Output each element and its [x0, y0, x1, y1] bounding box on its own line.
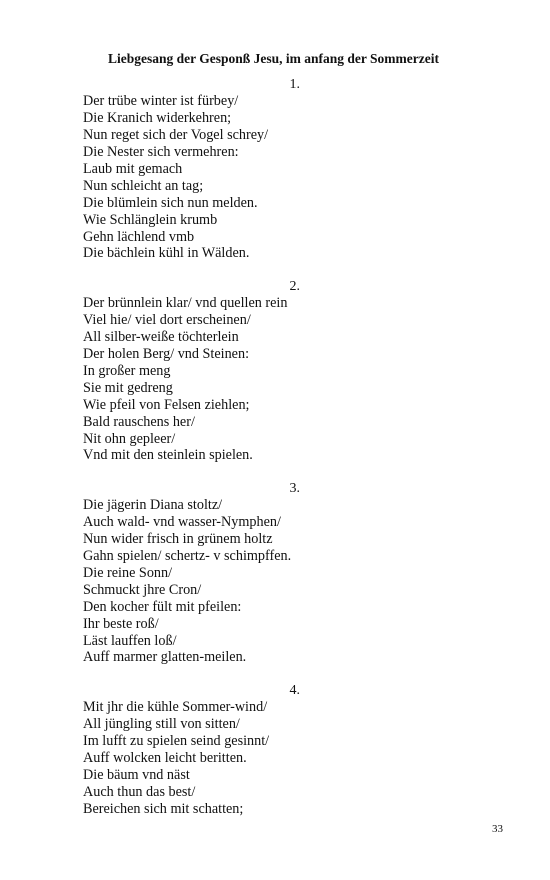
verse-line: Die jägerin Diana stoltz/ [83, 497, 223, 513]
verse-line: Nun schleicht an tag; [83, 177, 204, 194]
verse-line: Gahn spielen/ schertz- v schimpffen. [83, 547, 292, 564]
verse-line: Vnd mit den steinlein spielen. [83, 447, 253, 464]
verse-line: Der trübe winter ist fürbey/ [83, 93, 239, 109]
verse-line: Der brünnlein klar/ vnd quellen rein [83, 295, 288, 311]
verse-line: In großer meng [83, 362, 171, 379]
verse-line: Ihr beste roß/ [83, 615, 159, 632]
verse-line: Sie mit gedreng [83, 379, 173, 396]
poem-title: Liebgesang der Gesponß Jesu, im anfang der Sommerzeit [108, 51, 440, 66]
verse-line: Schmuckt jhre Cron/ [83, 581, 202, 598]
stanza-number: 4. [289, 683, 300, 698]
stanza-2 [83, 278, 483, 464]
verse-line: Läst lauffen loß/ [83, 632, 177, 649]
stanza-3 [83, 480, 483, 666]
verse-line: Auch wald- vnd wasser-Nymphen/ [83, 513, 281, 530]
verse-line: Die blümlein sich nun melden. [83, 194, 258, 211]
verse-line: Die Nester sich vermehren: [83, 143, 239, 160]
verse-line: Bald rauschens her/ [83, 413, 195, 430]
stanza-number: 2. [289, 279, 300, 294]
verse-line: Nun reget sich der Vogel schrey/ [83, 126, 269, 143]
verse-line: Wie Schlänglein krumb [83, 211, 218, 228]
verse-line: Die Kranich widerkehren; [83, 109, 232, 126]
verse-line: Gehn lächlend vmb [83, 228, 195, 245]
verse-line: Wie pfeil von Felsen ziehlen; [83, 396, 250, 413]
verse-line: Auff marmer glatten-meilen. [83, 649, 247, 666]
verse-line: Mit jhr die kühle Sommer-wind/ [83, 699, 268, 715]
verse-line: Die reine Sonn/ [83, 564, 173, 581]
verse-line: Nit ohn gepleer/ [83, 430, 176, 447]
stanza-number: 3. [289, 481, 300, 496]
verse-line: Die bächlein kühl in Wälden. [83, 245, 250, 262]
verse-line: Die bäum vnd näst [83, 766, 190, 783]
stanza-4 [83, 682, 483, 818]
verse-line: All silber-weiße töchterlein [83, 328, 239, 345]
verse-line: Auch thun das best/ [83, 783, 196, 800]
verse-line: All jüngling still von sitten/ [83, 715, 240, 732]
verse-line: Der holen Berg/ vnd Steinen: [83, 345, 250, 362]
verse-line: Viel hie/ viel dort erscheinen/ [83, 311, 251, 328]
verse-line: Im lufft zu spielen seind gesinnt/ [83, 732, 270, 749]
stanza-number: 1. [289, 77, 300, 92]
verse-line: Nun wider frisch in grünem holtz [83, 530, 273, 547]
verse-line: Den kocher fült mit pfeilen: [83, 598, 242, 615]
stanza-1 [83, 76, 483, 262]
verse-line: Auff wolcken leicht beritten. [83, 749, 247, 766]
page-number: 33 [492, 823, 503, 835]
verse-line: Bereichen sich mit schatten; [83, 800, 244, 817]
verse-line: Laub mit gemach [83, 160, 183, 177]
